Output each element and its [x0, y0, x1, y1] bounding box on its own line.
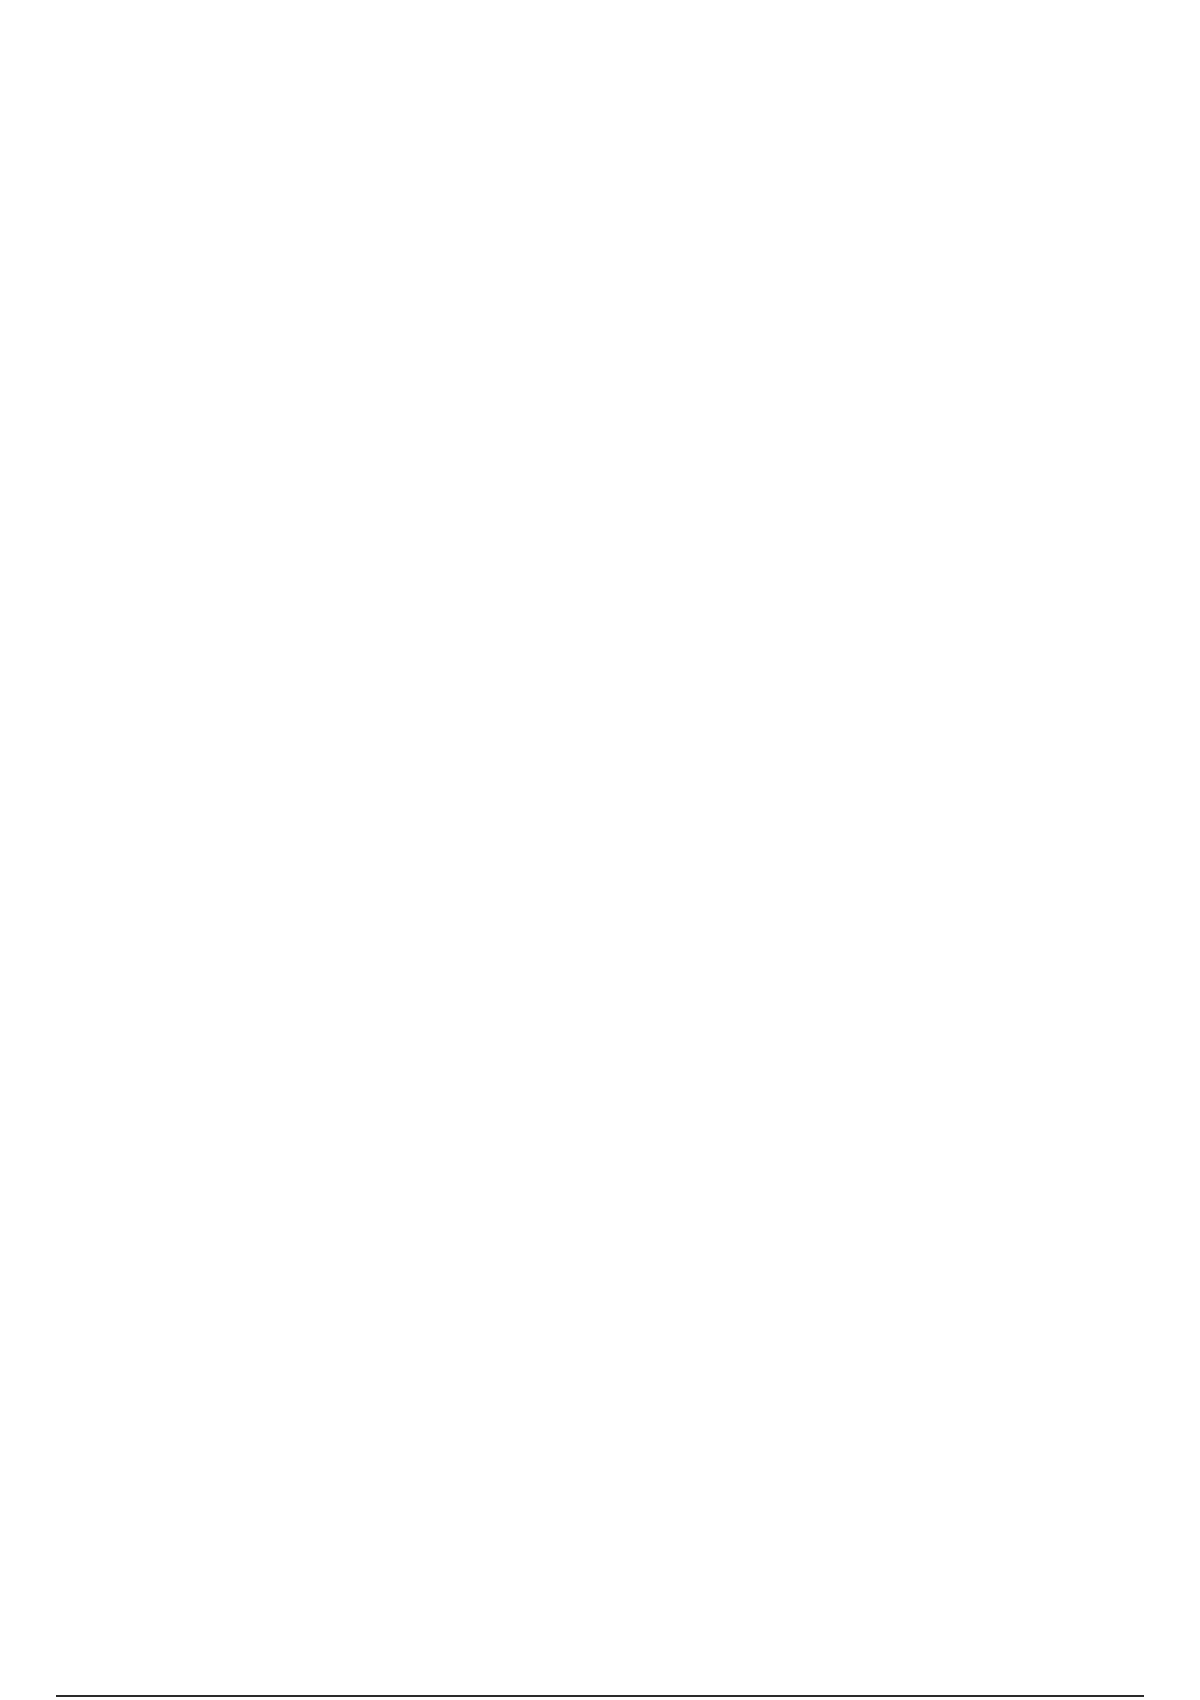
- page-bottom-rule: [56, 1695, 1144, 1697]
